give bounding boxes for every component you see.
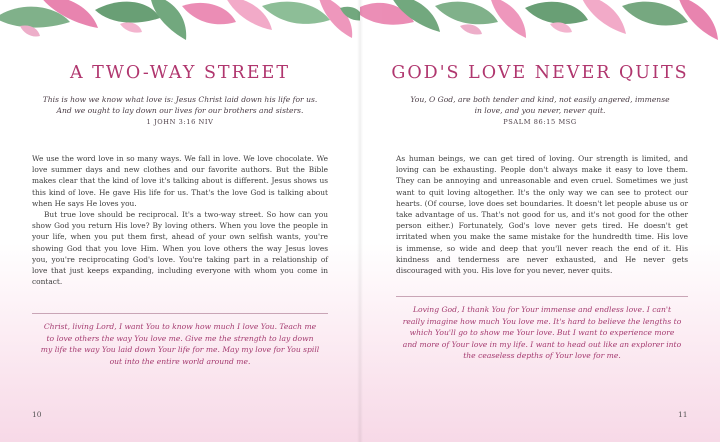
divider	[32, 313, 328, 314]
paragraph: As human beings, we can get tired of loving. Our strength is limited, and loving can be exhausting. People don't always make it easy to love them. They can be annoying and unreasonable and even cruel. Sometimes we just want to quit loving altogether. It's the only way we can see to protect our hearts. (Of course, love does set boundaries. It doesn't let people abuse us or take advantage of us. That's not good for us, and it's not good for the other person either.) Fortunately, God's love never gets tired. He doesn't get irritated when you make the same mistake for the hundredth time. His love is immense, so wide and deep that you'll never reach the end of it. His kindness and tenderness are never exhausted, and He never gets discouraged with you. His love for you never, never quits.	[396, 154, 688, 276]
paragraph: But true love should be reciprocal. It's a two-way street. So how can you show God you return His love? By loving others. When you love the people in your life, when you put them first, ahead of your own selfish wants, you're showing God that you love Him. When you love others the way Jesus loves you, you're reciprocating God's love. You're taking part in a relationship of love that just keeps expanding, including everyone with whom you come in contact.	[32, 210, 328, 287]
devotional-body	[396, 153, 688, 276]
scripture-verse	[42, 94, 318, 128]
page-number: 10	[32, 410, 42, 419]
divider	[396, 296, 688, 297]
book-gutter	[357, 0, 363, 442]
watercolor-leaves-icon	[360, 0, 720, 62]
verse-text: This is how we know what love is: Jesus Christ laid down his life for us. And we ought to lay down our lives for our brothers and sisters.	[42, 95, 318, 115]
devotional-body	[32, 153, 328, 287]
page-number: 11	[678, 410, 688, 419]
prayer: Christ, living Lord, I want You to know how much I love You. Teach me to love others the way You love me. Give me the strength to lay down my life the way You laid down Your life for me. May my love for You spill out into the entire world around me.	[40, 322, 320, 366]
paragraph: We use the word love in so many ways. We fall in love. We love chocolate. We love summer days and new clothes and our favorite authors. But the Bible makes clear that the kind of love it's talking about is different. Jesus shows us this kind of love. He gave His life for us. That's the love God is talking about when He says He loves you.	[32, 154, 328, 208]
prayer: Loving God, I thank You for Your immense and endless love. I can't really imagine how much You love me. It's hard to believe the lengths to which You'll go to show me Your love. But I want to experience more and more of Your love in my life. I want to head out like an explorer into the ceaseless depths of Your love for me.	[402, 305, 682, 361]
verse-reference: 1 JOHN 3:16 NIV	[146, 118, 214, 126]
right-page	[360, 0, 720, 442]
scripture-verse	[408, 94, 672, 128]
page-title: A TWO-WAY STREET	[69, 63, 291, 83]
verse-text: You, O God, are both tender and kind, not easily angered, immense in love, and you never, never quit.	[410, 95, 670, 115]
watercolor-leaves-icon	[0, 0, 360, 62]
verse-reference: PSALM 86:15 MSG	[503, 118, 577, 126]
page-title: GOD'S LOVE NEVER QUITS	[391, 63, 689, 83]
